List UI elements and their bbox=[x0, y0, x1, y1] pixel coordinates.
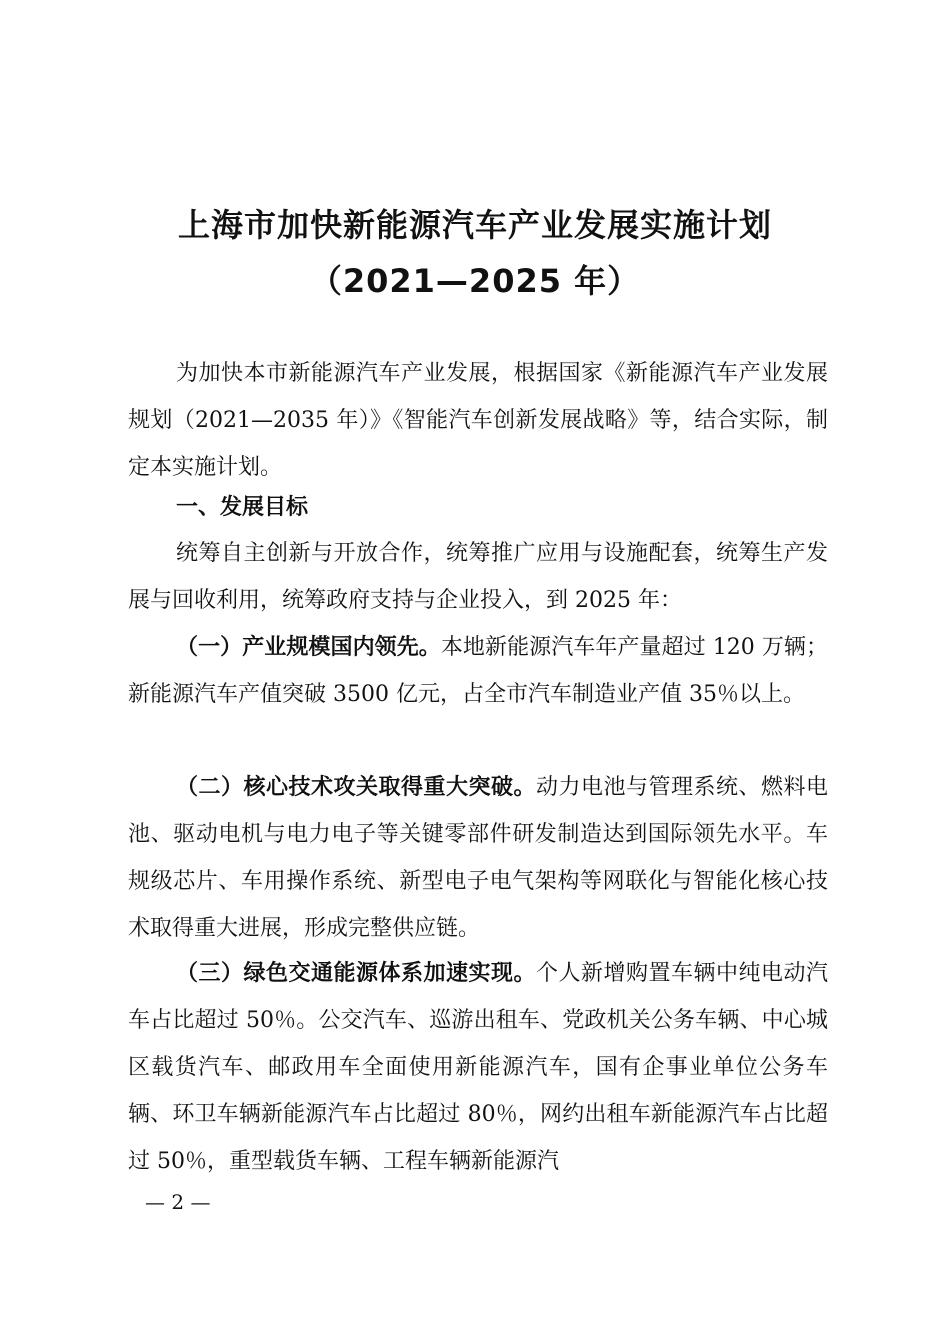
goal-item-2-lead: （二）核心技术攻关取得重大突破。 bbox=[176, 774, 536, 800]
page-number: — 2 — bbox=[145, 1190, 211, 1214]
section-intro-paragraph: 统筹自主创新与开放合作，统筹推广应用与设施配套，统筹生产发展与回收利用，统筹政府支持与企业投入，到 2025 年： bbox=[128, 541, 828, 613]
goal-item-3 bbox=[128, 950, 828, 1185]
intro-paragraph: 为加快本市新能源汽车产业发展，根据国家《新能源汽车产业发展规划（2021—2035 年）》《智能汽车创新发展战略》等，结合实际，制定本实施计划。 bbox=[128, 361, 828, 480]
goal-item-3-lead: （三）绿色交通能源体系加速实现。 bbox=[176, 960, 536, 986]
goal-item-1-text: 本地新能源汽车年产量超过 120 万辆；新能源汽车产值突破 3500 亿元，占全市汽车制造业产值 35％以上。 bbox=[128, 635, 828, 707]
document-subtitle: （2021—2025 年） bbox=[309, 262, 641, 300]
goal-item-1-lead: （一）产业规模国内领先。 bbox=[176, 634, 441, 660]
goal-item-1 bbox=[128, 624, 828, 718]
goal-item-3-text: 个人新增购置车辆中纯电动汽车占比超过 50％。公交汽车、巡游出租车、党政机关公务车辆、中心城区载货汽车、邮政用车全面使用新能源汽车，国有企事业单位公务车辆、环卫车辆新能源汽车占比超过 80％，网约出租车新能源汽车占比超过 50％，重型载货车辆、工程车辆新能源汽 bbox=[128, 961, 828, 1174]
section-heading: 一、发展目标 bbox=[176, 495, 309, 520]
document-title: 上海市加快新能源汽车产业发展实施计划 bbox=[177, 206, 772, 244]
goal-item-2-text: 动力电池与管理系统、燃料电池、驱动电机与电力电子等关键零部件研发制造达到国际领先水平。车规级芯片、车用操作系统、新型电子电气架构等网联化与智能化核心技术取得重大进展，形成完整供应链。 bbox=[128, 775, 828, 941]
goal-item-2 bbox=[128, 764, 828, 952]
